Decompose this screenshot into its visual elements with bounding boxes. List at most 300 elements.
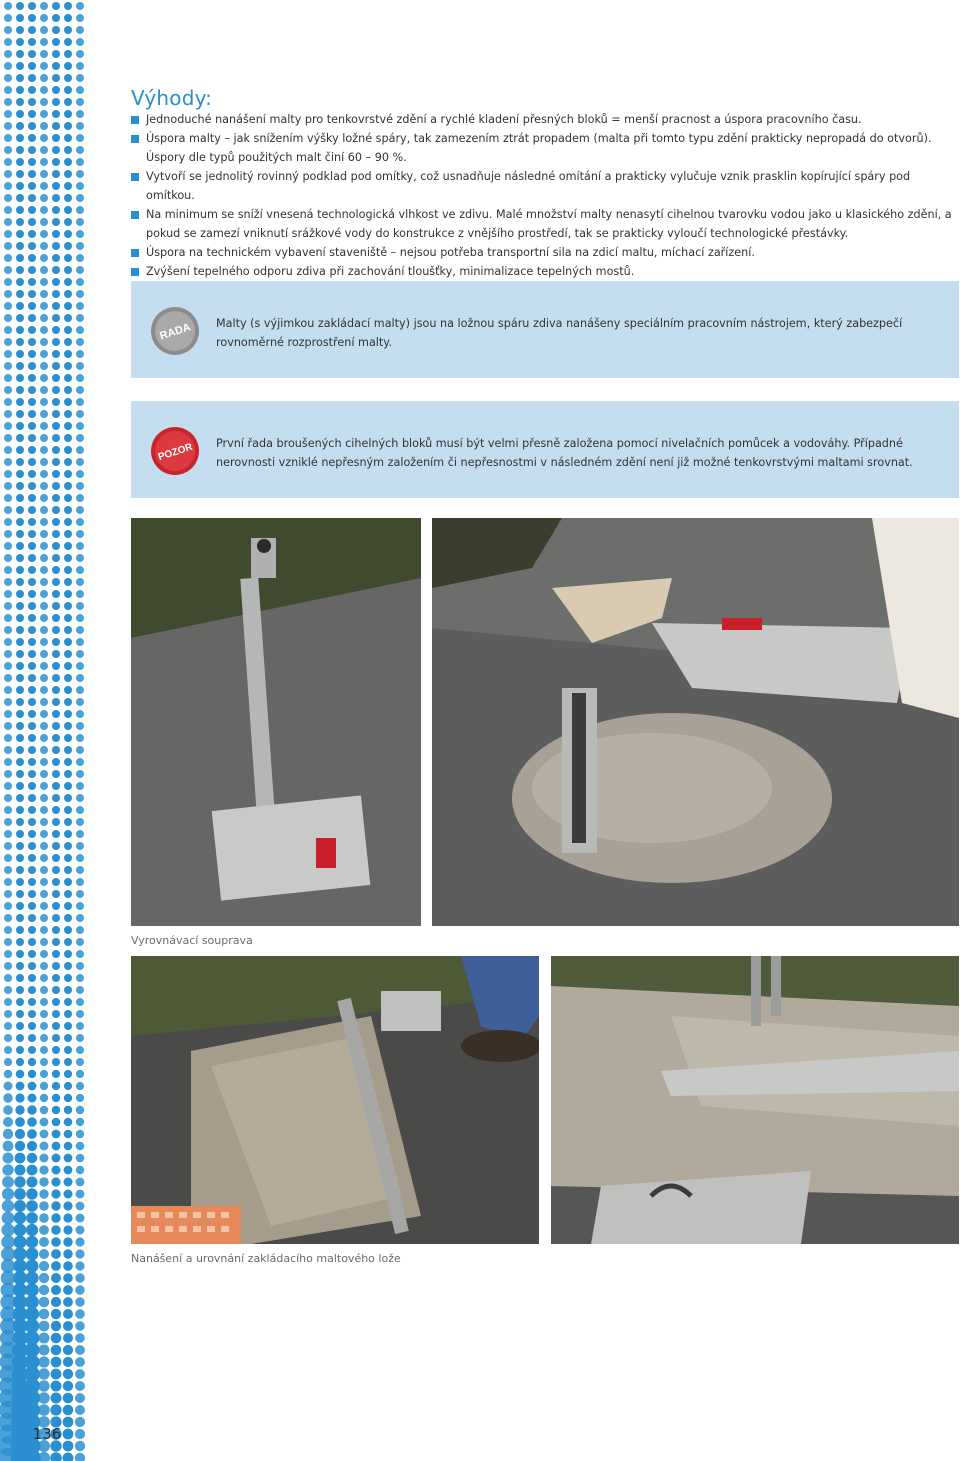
decorative-dot — [28, 446, 36, 454]
decorative-dot — [3, 1129, 13, 1139]
decorative-dot — [64, 170, 72, 178]
decorative-dot — [28, 362, 36, 370]
decorative-dot — [4, 938, 12, 946]
tip-badge-icon — [150, 306, 200, 356]
decorative-dot — [4, 506, 12, 514]
decorative-dot — [51, 1285, 61, 1295]
decorative-dot — [52, 806, 60, 814]
decorative-dot — [75, 1321, 85, 1331]
decorative-dot — [52, 842, 60, 850]
decorative-dot — [40, 62, 48, 70]
decorative-dot — [76, 182, 84, 190]
decorative-dot — [40, 1106, 49, 1115]
decorative-dot — [76, 398, 84, 406]
decorative-dot — [64, 62, 72, 70]
decorative-dot — [16, 506, 24, 514]
decorative-dot — [16, 230, 24, 238]
decorative-dot — [63, 1453, 74, 1461]
decorative-dot — [28, 146, 36, 154]
decorative-dot — [16, 290, 24, 298]
decorative-dot — [52, 230, 60, 238]
decorative-dot — [76, 410, 84, 418]
decorative-dot — [4, 722, 12, 730]
decorative-dot — [4, 566, 12, 574]
decorative-dot — [51, 1381, 62, 1392]
decorative-dot — [64, 746, 72, 754]
decorative-dot — [4, 626, 12, 634]
decorative-dot — [16, 1082, 25, 1091]
decorative-dot — [4, 998, 12, 1006]
decorative-dot — [64, 50, 72, 58]
decorative-dot — [51, 1177, 60, 1186]
decorative-dot — [16, 134, 24, 142]
decorative-dot — [13, 1247, 26, 1260]
decorative-dot — [28, 530, 36, 538]
decorative-dot — [64, 386, 72, 394]
decorative-dot — [16, 74, 24, 82]
decorative-dot — [2, 1188, 14, 1200]
decorative-dot — [64, 230, 72, 238]
decorative-dot — [16, 782, 24, 790]
decorative-dot — [76, 50, 84, 58]
decorative-dot — [64, 302, 72, 310]
decorative-dot — [3, 1153, 14, 1164]
decorative-dot — [76, 1046, 84, 1054]
decorative-dot — [64, 482, 72, 490]
decorative-dot — [38, 1380, 49, 1391]
decorative-dot — [52, 566, 60, 574]
decorative-dot — [52, 290, 60, 298]
decorative-dot — [52, 158, 60, 166]
decorative-dot — [75, 1261, 84, 1270]
decorative-dot — [40, 38, 48, 46]
decorative-dot — [16, 278, 24, 286]
decorative-dot — [40, 950, 48, 958]
decorative-dot — [64, 1142, 73, 1151]
decorative-dot — [16, 830, 24, 838]
decorative-dot — [52, 434, 60, 442]
decorative-dot — [64, 890, 72, 898]
decorative-dot — [64, 470, 72, 478]
decorative-dot — [64, 698, 72, 706]
decorative-dot — [52, 626, 60, 634]
decorative-dot — [51, 1369, 62, 1380]
decorative-dot — [4, 614, 12, 622]
decorative-dot — [4, 914, 12, 922]
decorative-dot — [76, 1070, 84, 1078]
decorative-dot — [16, 362, 24, 370]
decorative-dot — [52, 362, 60, 370]
decorative-dot — [40, 566, 48, 574]
decorative-dot — [75, 1405, 85, 1415]
decorative-dot — [4, 74, 12, 82]
decorative-dot — [28, 74, 36, 82]
decorative-dot — [52, 386, 60, 394]
decorative-dot — [63, 1273, 73, 1283]
decorative-dot — [40, 410, 48, 418]
decorative-dot — [52, 758, 60, 766]
decorative-dot — [75, 1273, 84, 1282]
decorative-dot — [40, 1094, 48, 1102]
decorative-dot — [4, 758, 12, 766]
decorative-dot — [76, 926, 84, 934]
decorative-dot — [64, 758, 72, 766]
decorative-dot — [64, 374, 72, 382]
decorative-dot — [4, 62, 12, 70]
decorative-dot — [28, 38, 36, 46]
decorative-dot — [40, 458, 48, 466]
decorative-dot — [28, 374, 36, 382]
decorative-dot — [28, 638, 36, 646]
decorative-dot — [4, 806, 12, 814]
decorative-dot — [64, 122, 72, 130]
decorative-dot — [4, 782, 12, 790]
decorative-dot — [16, 122, 24, 130]
decorative-dot — [16, 494, 24, 502]
decorative-dot — [76, 206, 84, 214]
decorative-dot — [4, 326, 12, 334]
decorative-dot — [16, 254, 24, 262]
decorative-dot — [16, 878, 24, 886]
decorative-dot — [64, 902, 72, 910]
decorative-dot — [75, 1381, 85, 1391]
decorative-dot — [52, 74, 60, 82]
decorative-dot — [76, 986, 84, 994]
decorative-dot — [28, 938, 36, 946]
decorative-dot — [16, 674, 24, 682]
decorative-dot — [25, 1295, 39, 1309]
decorative-dot — [52, 242, 60, 250]
decorative-dot — [52, 926, 60, 934]
leveled-bed-photo — [551, 956, 959, 1244]
decorative-dot — [40, 878, 48, 886]
decorative-dot — [52, 1130, 61, 1139]
decorative-dot — [52, 1142, 61, 1151]
decorative-dot — [16, 938, 24, 946]
decorative-dot — [63, 1249, 72, 1258]
decorative-dot — [64, 926, 72, 934]
decorative-dot — [14, 1212, 26, 1224]
decorative-dot — [28, 746, 36, 754]
decorative-dot — [63, 1225, 72, 1234]
decorative-dot — [63, 1285, 73, 1295]
decorative-dot — [76, 674, 84, 682]
decorative-dot — [3, 1105, 13, 1115]
decorative-dot — [63, 1213, 72, 1222]
decorative-dot — [64, 1178, 73, 1187]
decorative-dot — [16, 182, 24, 190]
decorative-dot — [4, 242, 12, 250]
decorative-dot — [52, 710, 60, 718]
decorative-dot — [16, 38, 24, 46]
decorative-dot — [64, 1130, 73, 1139]
decorative-dot — [76, 806, 84, 814]
decorative-dot — [28, 302, 36, 310]
decorative-dot — [64, 938, 72, 946]
decorative-dot — [16, 86, 24, 94]
decorative-dot — [28, 986, 36, 994]
decorative-dot — [16, 110, 24, 118]
decorative-dot — [3, 1141, 14, 1152]
decorative-dot — [40, 554, 48, 562]
decorative-dot — [4, 134, 12, 142]
decorative-dot — [40, 482, 48, 490]
decorative-dot — [16, 986, 24, 994]
decorative-dot — [40, 686, 48, 694]
decorative-dot — [40, 494, 48, 502]
decorative-dot — [64, 134, 72, 142]
decorative-dot — [76, 770, 84, 778]
decorative-dot — [28, 14, 36, 22]
decorative-dot — [64, 98, 72, 106]
decorative-dot — [76, 890, 84, 898]
decorative-dot — [51, 1393, 62, 1404]
decorative-dot — [76, 746, 84, 754]
decorative-dot — [52, 50, 60, 58]
decorative-dot — [63, 1297, 73, 1307]
decorative-dot — [28, 698, 36, 706]
decorative-dot — [28, 962, 36, 970]
leveling-kit-photo — [131, 518, 421, 926]
decorative-dot — [64, 626, 72, 634]
decorative-dot — [51, 1189, 60, 1198]
warning-badge-label: POZOR — [156, 441, 195, 464]
decorative-dot — [4, 542, 12, 550]
decorative-dot — [4, 698, 12, 706]
decorative-dot — [27, 1153, 37, 1163]
decorative-dot — [16, 842, 24, 850]
decorative-dot — [16, 866, 24, 874]
decorative-dot — [28, 434, 36, 442]
decorative-dot — [64, 326, 72, 334]
decorative-dot — [2, 1176, 14, 1188]
decorative-dot — [64, 998, 72, 1006]
decorative-dot — [64, 878, 72, 886]
caption-leveling-kit: Vyrovnávací souprava — [131, 934, 253, 947]
decorative-dot — [76, 734, 84, 742]
decorative-dot — [16, 962, 24, 970]
decorative-dot — [76, 14, 84, 22]
decorative-dot — [4, 518, 12, 526]
decorative-dot — [76, 1142, 85, 1151]
decorative-dot — [28, 110, 36, 118]
decorative-dot — [64, 734, 72, 742]
decorative-dot — [28, 674, 36, 682]
decorative-dot — [16, 530, 24, 538]
decorative-dot — [52, 770, 60, 778]
decorative-dot — [63, 1237, 72, 1246]
decorative-dot — [39, 1165, 48, 1174]
decorative-dot — [28, 734, 36, 742]
decorative-dot — [4, 206, 12, 214]
decorative-dot — [27, 1117, 37, 1127]
decorative-dot — [27, 1165, 38, 1176]
decorative-dot — [75, 1417, 85, 1427]
decorative-dot — [2, 1164, 13, 1175]
decorative-dot — [28, 722, 36, 730]
decorative-dot — [4, 50, 12, 58]
decorative-dot — [64, 578, 72, 586]
decorative-dot — [52, 830, 60, 838]
decorative-dot — [40, 902, 48, 910]
decorative-dot — [52, 98, 60, 106]
decorative-dot — [64, 1034, 72, 1042]
decorative-dot — [64, 278, 72, 286]
benefit-text: Vytvoří se jednolitý rovinný podklad pod omítky, což usnadňuje následné omítání a prakticky vylučuje vznik prasklin kopírující spáry pod omítkou. — [146, 170, 911, 202]
decorative-dot — [28, 26, 36, 34]
decorative-dot — [76, 578, 84, 586]
decorative-dot — [40, 158, 48, 166]
decorative-dot — [76, 638, 84, 646]
benefits-list — [131, 110, 959, 300]
decorative-dot — [52, 698, 60, 706]
decorative-dot — [76, 1034, 84, 1042]
decorative-dot — [64, 242, 72, 250]
decorative-dot — [16, 710, 24, 718]
decorative-dot — [16, 470, 24, 478]
decorative-dot — [64, 770, 72, 778]
decorative-dot — [28, 1010, 36, 1018]
decorative-dot — [40, 134, 48, 142]
decorative-dot — [40, 1154, 49, 1163]
decorative-dot — [75, 1333, 85, 1343]
decorative-dot — [26, 1200, 38, 1212]
decorative-dot — [13, 1259, 27, 1273]
decorative-dot — [16, 974, 24, 982]
decorative-dot — [52, 878, 60, 886]
decorative-dot — [52, 506, 60, 514]
decorative-dot — [76, 230, 84, 238]
decorative-dot — [40, 74, 48, 82]
decorative-dot — [76, 26, 84, 34]
decorative-dot — [4, 98, 12, 106]
decorative-dot — [64, 806, 72, 814]
decorative-dot — [16, 1022, 24, 1030]
decorative-dot — [4, 398, 12, 406]
decorative-dot — [40, 1034, 48, 1042]
decorative-dot — [64, 1154, 73, 1163]
decorative-dot — [76, 470, 84, 478]
decorative-dot — [4, 830, 12, 838]
decorative-dot — [64, 662, 72, 670]
decorative-dot — [76, 374, 84, 382]
benefit-text: Na minimum se sníží vnesená technologická vlhkost ve zdivu. Malé množství malty nenasytí cihelnou tvarovku vodou jako u klasického zdění, a pokud se zamezí vniknutí srážkové vody do konstrukce z vnějšího prostředí, tak se prakticky vyloučí technologické přestávky. — [146, 208, 952, 240]
decorative-dot — [75, 1441, 85, 1451]
decorative-dot — [75, 1297, 84, 1306]
decorative-dot — [16, 1010, 24, 1018]
decorative-dot — [27, 1177, 38, 1188]
decorative-dot — [40, 302, 48, 310]
decorative-dot — [75, 1369, 85, 1379]
tip-text: Malty (s výjimkou zakládací malty) jsou na ložnou spáru zdiva nanášeny speciálním pracovním nástrojem, který zabezpečí rovnoměrné rozprostření malty. — [216, 317, 903, 349]
bullet-icon — [131, 135, 139, 143]
decorative-dot — [40, 794, 48, 802]
benefit-text: Jednoduché nanášení malty pro tenkovrstvé zdění a rychlé kladení přesných bloků = menší pracnost a úspora pracovního času. — [146, 113, 862, 126]
decorative-dot — [52, 1022, 60, 1030]
decorative-dot — [28, 338, 36, 346]
decorative-dot — [52, 206, 60, 214]
decorative-dot — [28, 230, 36, 238]
decorative-dot — [4, 1034, 12, 1042]
decorative-dot — [76, 542, 84, 550]
decorative-dot — [25, 1271, 38, 1284]
decorative-dot — [76, 446, 84, 454]
decorative-dot — [26, 1248, 39, 1261]
decorative-dot — [76, 278, 84, 286]
decorative-dot — [28, 782, 36, 790]
decorative-dot — [63, 1381, 73, 1391]
decorative-dot — [16, 146, 24, 154]
decorative-dot — [52, 278, 60, 286]
decorative-dot — [76, 362, 84, 370]
decorative-dot — [64, 1046, 72, 1054]
decorative-dot — [64, 218, 72, 226]
decorative-dot — [40, 662, 48, 670]
decorative-dot — [28, 926, 36, 934]
decorative-dot — [64, 1058, 72, 1066]
decorative-dot — [28, 494, 36, 502]
decorative-dot — [15, 1093, 24, 1102]
decorative-dot — [4, 1010, 12, 1018]
decorative-dot — [64, 638, 72, 646]
decorative-dot — [16, 854, 24, 862]
decorative-dot — [4, 110, 12, 118]
decorative-dot — [52, 1010, 60, 1018]
decorative-dot — [4, 314, 12, 322]
decorative-dot — [25, 1283, 39, 1297]
decorative-dot — [52, 338, 60, 346]
decorative-dot — [39, 1273, 49, 1283]
decorative-dot — [76, 506, 84, 514]
decorative-dot — [40, 1022, 48, 1030]
decorative-dot — [4, 362, 12, 370]
decorative-dot — [28, 290, 36, 298]
decorative-dot — [40, 170, 48, 178]
decorative-dot — [28, 614, 36, 622]
decorative-dot — [4, 1046, 12, 1054]
decorative-dot — [4, 854, 12, 862]
decorative-dot — [52, 902, 60, 910]
decorative-dot — [40, 218, 48, 226]
decorative-dot — [52, 866, 60, 874]
decorative-dot — [76, 830, 84, 838]
decorative-dot — [40, 98, 48, 106]
benefit-text: Úspora na technickém vybavení staveniště – nejsou potřeba transportní sila na zdicí maltu, míchací zařízení. — [146, 246, 755, 259]
decorative-dot — [40, 1070, 48, 1078]
decorative-dot — [64, 1082, 72, 1090]
decorative-dot — [76, 794, 84, 802]
decorative-dot — [28, 98, 36, 106]
decorative-dot — [28, 458, 36, 466]
decorative-dot — [64, 182, 72, 190]
decorative-dot — [52, 914, 60, 922]
decorative-dot — [40, 206, 48, 214]
decorative-dot — [63, 1369, 73, 1379]
decorative-dot — [52, 374, 60, 382]
decorative-dot — [52, 470, 60, 478]
decorative-dot — [4, 1082, 13, 1091]
decorative-dot — [28, 1082, 37, 1091]
decorative-dot — [64, 398, 72, 406]
decorative-dot — [16, 422, 24, 430]
decorative-dot — [40, 998, 48, 1006]
decorative-dot — [52, 182, 60, 190]
decorative-dot — [64, 86, 72, 94]
page-number: 136 — [32, 1425, 62, 1443]
decorative-dot — [16, 602, 24, 610]
decorative-dot — [28, 134, 36, 142]
decorative-dot — [16, 566, 24, 574]
